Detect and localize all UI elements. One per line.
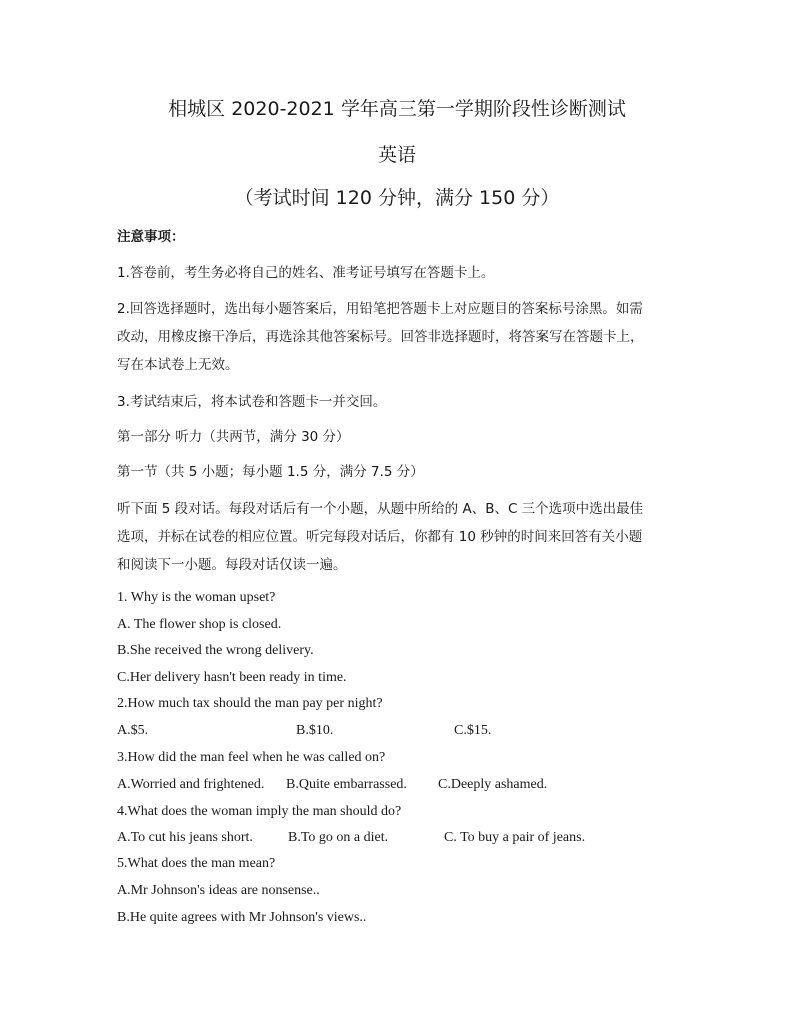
question-5-stem: 5.What does the man mean? — [117, 856, 276, 871]
instructions-line-3: 和阅读下一小题。每段对话仅读一遍。 — [117, 557, 347, 573]
instructions-line-1: 听下面 5 段对话。每段对话后有一个小题，从题中所给的 A、B、C 三个选项中选出最佳 — [117, 501, 644, 517]
exam-info: （考试时间 120 分钟，满分 150 分） — [234, 187, 560, 209]
question-3-option-b: B.Quite embarrassed. — [286, 777, 407, 792]
subject-title: 英语 — [377, 144, 416, 166]
question-2-option-b: B.$10. — [296, 723, 334, 738]
note-item-2-line-1: 2.回答选择题时，选出每小题答案后，用铅笔把答题卡上对应题目的答案标号涂黑。如需 — [117, 301, 643, 317]
exam-title: 相城区 2020-2021 学年高三第一学期阶段性诊断测试 — [168, 98, 626, 120]
question-4-option-a: A.To cut his jeans short. — [117, 830, 253, 845]
note-item-1: 1.答卷前，考生务必将自己的姓名、准考证号填写在答题卡上。 — [117, 265, 495, 281]
part1-heading: 第一部分 听力（共两节，满分 30 分） — [117, 429, 350, 445]
note-item-2-line-2: 改动，用橡皮擦干净后，再选涂其他答案标号。回答非选择题时，将答案写在答题卡上， — [117, 329, 644, 345]
notes-heading: 注意事项： — [117, 229, 185, 245]
question-3-option-a: A.Worried and frightened. — [117, 777, 265, 792]
question-2-option-a: A.$5. — [117, 723, 149, 738]
question-4-option-b: B.To go on a diet. — [288, 830, 389, 845]
note-item-3: 3.考试结束后，将本试卷和答题卡一并交回。 — [117, 394, 387, 410]
note-item-2-line-3: 写在本试卷上无效。 — [117, 357, 239, 373]
question-5-option-a: A.Mr Johnson's ideas are nonsense.. — [117, 883, 320, 898]
question-3-option-c: C.Deeply ashamed. — [438, 777, 548, 792]
instructions-line-2: 选项，并标在试卷的相应位置。听完每段对话后，你都有 10 秒钟的时间来回答有关小题 — [117, 529, 643, 545]
question-2-stem: 2.How much tax should the man pay per night? — [117, 696, 383, 711]
question-5-option-b: B.He quite agrees with Mr Johnson's views.. — [117, 910, 367, 925]
question-3-stem: 3.How did the man feel when he was called on? — [117, 750, 386, 765]
question-4-option-c: C. To buy a pair of jeans. — [444, 830, 586, 845]
section1-heading: 第一节（共 5 小题；每小题 1.5 分，满分 7.5 分） — [117, 464, 424, 480]
question-1-option-a: A. The flower shop is closed. — [117, 617, 282, 632]
question-4-stem: 4.What does the woman imply the man should do? — [117, 804, 402, 819]
question-2-option-c: C.$15. — [454, 723, 492, 738]
question-1-option-b: B.She received the wrong delivery. — [117, 643, 314, 658]
question-1-option-c: C.Her delivery hasn't been ready in time. — [117, 670, 347, 685]
question-1-stem: 1. Why is the woman upset? — [117, 590, 276, 605]
